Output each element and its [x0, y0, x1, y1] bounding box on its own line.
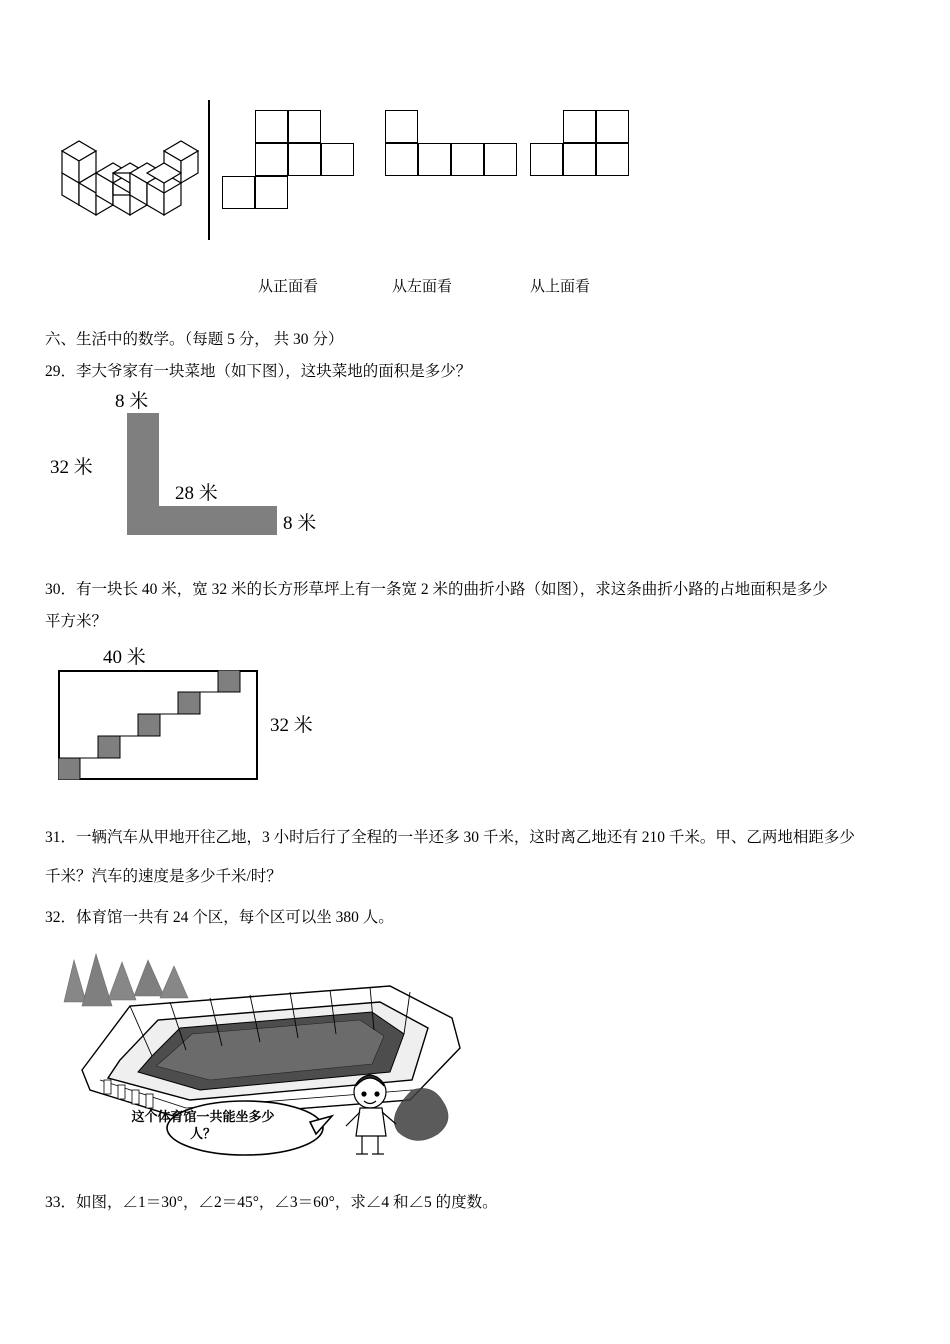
question-33-number: 33． — [45, 1194, 77, 1211]
question-30-number: 30． — [45, 581, 77, 598]
cube-solid-diagram — [50, 125, 205, 215]
question-29-number: 29． — [45, 363, 77, 380]
view-label-front: 从正面看 — [258, 278, 319, 295]
cube-solid-svg — [50, 125, 210, 220]
question-30-line1 — [45, 575, 828, 605]
question-29-text: 李大爷家有一块菜地（如下图），这块菜地的面积是多少？ — [76, 363, 472, 380]
left-view-grid — [385, 110, 545, 190]
dim-label-28m: 28 米 — [175, 483, 218, 504]
dim-label-40m: 40 米 — [103, 647, 146, 668]
dim-label-32m: 32 米 — [50, 457, 93, 478]
question-29-figure — [45, 388, 365, 548]
question-33-text: 如图，∠1＝30°，∠2＝45°，∠3＝60°，求∠4 和∠5 的度数。 — [76, 1194, 498, 1211]
field-horizontal-bar — [127, 506, 277, 535]
view-label-top: 从上面看 — [530, 278, 591, 295]
question-30-line2: 平方米？ — [45, 613, 108, 630]
stadium-speech-bubble-text: 这个体育馆一共能坐多少人？ — [131, 1109, 275, 1141]
question-29 — [45, 357, 471, 387]
question-30-figure — [48, 645, 388, 785]
front-view-grid — [222, 110, 362, 220]
question-30-text-1: 有一块长 40 米，宽 32 米的长方形草坪上有一条宽 2 米的曲折小路（如图），求这条曲折小路的占地面积是多少 — [76, 581, 828, 598]
section-6-heading: 六、生活中的数学。（每题 5 分， 共 30 分） — [45, 331, 344, 348]
question-33 — [45, 1188, 498, 1218]
dim-label-8m-right: 8 米 — [283, 513, 317, 534]
dim-label-8m-top: 8 米 — [115, 391, 149, 412]
question-32-text: 体育馆一共有 24 个区，每个区可以坐 380 人。 — [76, 909, 394, 926]
dim-label-32m-q30: 32 米 — [270, 715, 313, 736]
top-view-grid — [530, 110, 660, 190]
zigzag-path-svg — [58, 670, 258, 780]
question-32-number: 32． — [45, 909, 77, 926]
view-label-left: 从左面看 — [392, 278, 453, 295]
question-31-number: 31． — [45, 829, 77, 846]
question-31-text-1: 一辆汽车从甲地开往乙地，3 小时后行了全程的一半还多 30 千米，这时离乙地还有 210 千米。甲、乙两地相距多少 — [76, 829, 855, 846]
question-31-line2: 千米？汽车的速度是多少千米/时？ — [45, 868, 282, 885]
top-figure — [40, 90, 660, 305]
question-31-line1 — [45, 823, 855, 853]
question-32 — [45, 903, 394, 933]
